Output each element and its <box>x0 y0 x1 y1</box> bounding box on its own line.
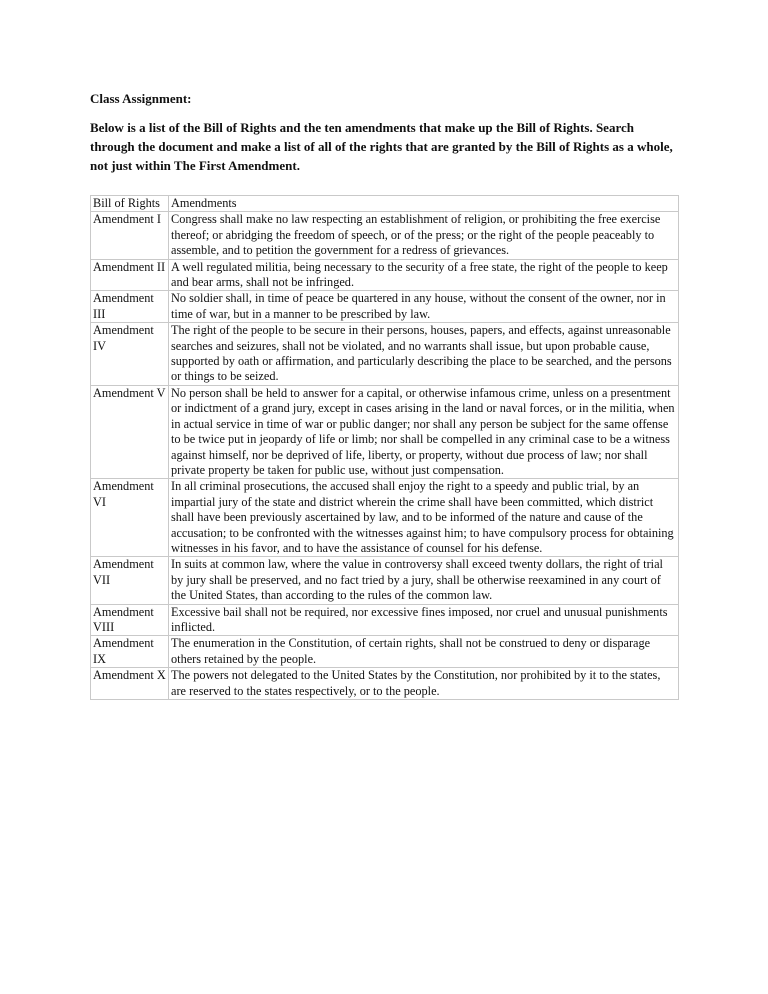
amendment-text: In all criminal prosecutions, the accused shall enjoy the right to a speedy and public trial, by an impartial jury of the state and district wherein the crime shall have been committed, which district shall have been previously ascertained by law, and to be informed of the nature and cause of the accusation; to be confronted with the witnesses against him; to have compulsory process for obtaining witnesses in his favor, and to have the assistance of counsel for his defense. <box>169 479 679 557</box>
amendment-text: Excessive bail shall not be required, nor excessive fines imposed, nor cruel and unusual punishments inflicted. <box>169 604 679 636</box>
amendment-name: Amendment V <box>91 385 169 478</box>
table-row <box>91 291 679 323</box>
bill-of-rights-table <box>90 195 679 700</box>
table-row <box>91 259 679 291</box>
amendment-text: The powers not delegated to the United States by the Constitution, nor prohibited by it to the states, are reserved to the states respectively, or to the people. <box>169 668 679 700</box>
amendment-text: No soldier shall, in time of peace be quartered in any house, without the consent of the owner, nor in time of war, but in a manner to be prescribed by law. <box>169 291 679 323</box>
table-row <box>91 212 679 259</box>
table-row <box>91 636 679 668</box>
table-row <box>91 479 679 557</box>
table-header-row <box>91 196 679 212</box>
amendment-text: No person shall be held to answer for a capital, or otherwise infamous crime, unless on a presentment or indictment of a grand jury, except in cases arising in the land or naval forces, or in the militia, when in actual service in time of war or public danger; nor shall any person be subject for the same offense to be twice put in jeopardy of life or limb; nor shall be compelled in any criminal case to be a witness against himself, nor be deprived of life, liberty, or property, without due process of law; nor shall private property be taken for public use, without just compensation. <box>169 385 679 478</box>
amendment-text: Congress shall make no law respecting an establishment of religion, or prohibiting the free exercise thereof; or abridging the freedom of speech, or of the press; or the right of the people peaceably to assemble, and to petition the government for a redress of grievances. <box>169 212 679 259</box>
document-page <box>90 90 680 700</box>
table-row <box>91 668 679 700</box>
amendment-name: Amendment VIII <box>91 604 169 636</box>
amendment-text: The right of the people to be secure in their persons, houses, papers, and effects, against unreasonable searches and seizures, shall not be violated, and no warrants shall issue, but upon probable cause, supported by oath or affirmation, and particularly describing the place to be searched, and the persons or things to be seized. <box>169 323 679 386</box>
amendment-name: Amendment II <box>91 259 169 291</box>
amendment-name: Amendment I <box>91 212 169 259</box>
amendment-name: Amendment X <box>91 668 169 700</box>
amendment-name: Amendment III <box>91 291 169 323</box>
amendment-text: A well regulated militia, being necessary to the security of a free state, the right of the people to keep and bear arms, shall not be infringed. <box>169 259 679 291</box>
table-row <box>91 385 679 478</box>
assignment-instructions: Below is a list of the Bill of Rights and the ten amendments that make up the Bill of Rights. Search through the document and make a list of all of the rights that are granted by the Bill of Rights as a whole, not just within The First Amendment. <box>90 120 673 173</box>
table-row <box>91 323 679 386</box>
amendment-text: In suits at common law, where the value in controversy shall exceed twenty dollars, the right of trial by jury shall be preserved, and no fact tried by a jury, shall be otherwise reexamined in any court of the United States, than according to the rules of the common law. <box>169 557 679 604</box>
amendment-text: The enumeration in the Constitution, of certain rights, shall not be construed to deny or disparage others retained by the people. <box>169 636 679 668</box>
assignment-heading: Class Assignment: <box>90 91 192 106</box>
amendment-name: Amendment IV <box>91 323 169 386</box>
header-bill-of-rights: Bill of Rights <box>91 196 169 212</box>
amendment-name: Amendment IX <box>91 636 169 668</box>
header-amendments: Amendments <box>169 196 679 212</box>
table-row <box>91 557 679 604</box>
amendment-name: Amendment VII <box>91 557 169 604</box>
table-row <box>91 604 679 636</box>
amendment-name: Amendment VI <box>91 479 169 557</box>
